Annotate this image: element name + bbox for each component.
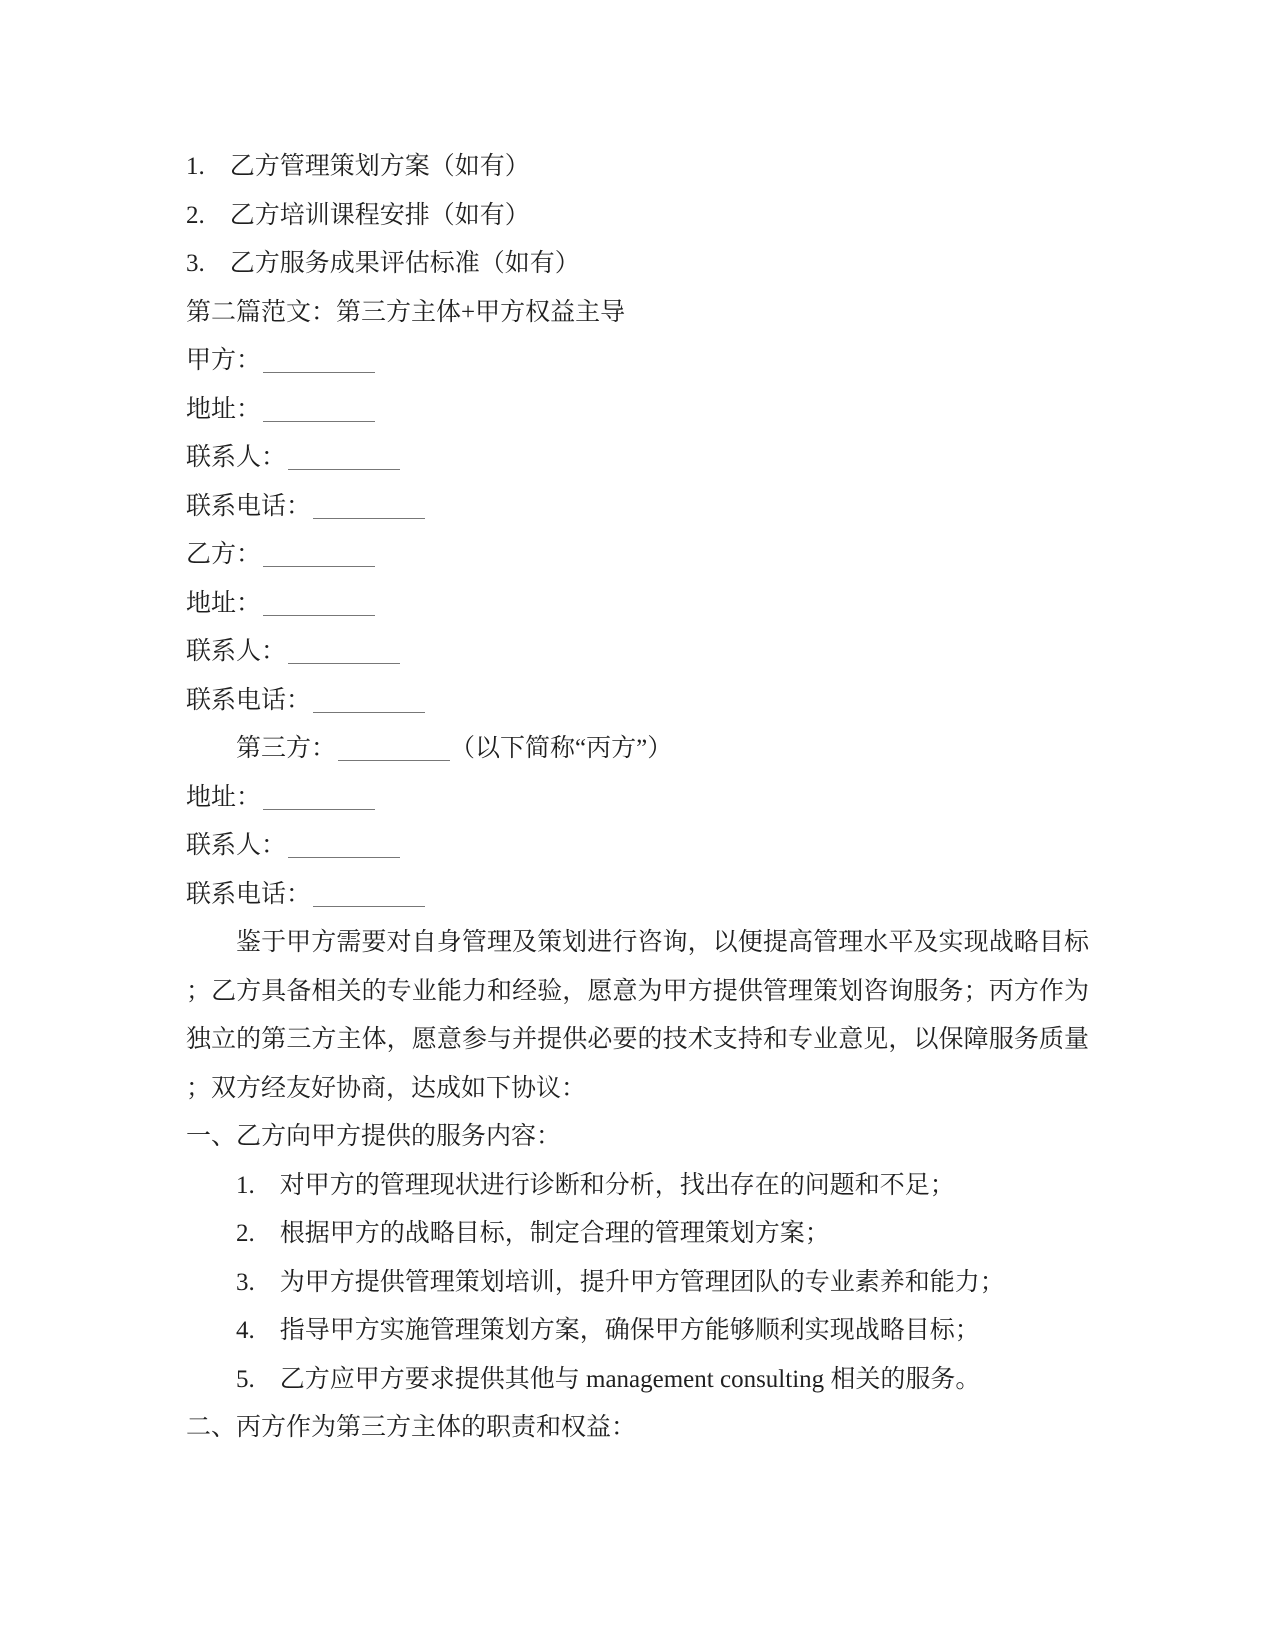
field-label: 乙方： xyxy=(186,541,262,568)
preamble-line: ；乙方具备相关的专业能力和经验，愿意为甲方提供管理策划咨询服务；丙方作为 xyxy=(186,977,1089,1005)
clause-2-heading: 二、丙方作为第三方主体的职责和权益： xyxy=(186,1414,637,1441)
blank-underline xyxy=(288,443,400,470)
attachment-list-item: 3. 乙方服务成果评估标准（如有） xyxy=(186,250,580,277)
blank-underline xyxy=(288,831,400,858)
party-c-address-line xyxy=(186,774,1089,823)
party-a-name-line xyxy=(186,337,1089,386)
blank-underline xyxy=(263,395,375,422)
service-list-item: 1. 对甲方的管理现状进行诊断和分析，找出存在的问题和不足； xyxy=(236,1171,955,1199)
service-list-item: 4. 指导甲方实施管理策划方案，确保甲方能够顺利实现战略目标； xyxy=(236,1317,980,1344)
blank-underline xyxy=(263,783,375,810)
blank-underline xyxy=(288,637,400,664)
document-heading: 第二篇范文：第三方主体+甲方权益主导 xyxy=(186,298,626,326)
field-label: 联系人： xyxy=(186,444,287,471)
blank-underline xyxy=(263,346,375,373)
preamble-line: 鉴于甲方需要对自身管理及策划进行咨询，以便提高管理水平及实现战略目标 xyxy=(236,929,1089,956)
party-a-contact-line xyxy=(186,434,1089,483)
blank-underline xyxy=(263,589,375,616)
party-b-name-line xyxy=(186,531,1089,580)
field-label: 甲方： xyxy=(186,347,262,374)
party-c-alias-suffix: （以下简称“丙方”） xyxy=(450,735,673,762)
clause-1-heading: 一、乙方向甲方提供的服务内容： xyxy=(186,1123,562,1150)
party-b-contact-line xyxy=(186,628,1089,677)
field-label: 联系人： xyxy=(186,638,287,665)
service-list-item: 3. 为甲方提供管理策划培训，提升甲方管理团队的专业素养和能力； xyxy=(236,1268,1005,1296)
preamble-line: ；双方经友好协商，达成如下协议： xyxy=(186,1074,587,1102)
blank-underline xyxy=(313,880,425,907)
field-label: 联系人： xyxy=(186,832,287,859)
service-list-item: 2. 根据甲方的战略目标，制定合理的管理策划方案； xyxy=(236,1220,830,1247)
party-b-address-line xyxy=(186,580,1089,629)
field-label: 地址： xyxy=(186,395,262,423)
blank-underline xyxy=(313,492,425,519)
field-label: 联系电话： xyxy=(186,492,312,520)
field-label: 第三方： xyxy=(236,735,337,762)
service-list-item: 5. 乙方应甲方要求提供其他与 management consulting 相关的服务。 xyxy=(236,1365,981,1393)
field-label: 联系电话： xyxy=(186,880,312,908)
party-c-contact-line xyxy=(186,822,1089,871)
party-a-phone-line xyxy=(186,483,1089,532)
party-a-address-line xyxy=(186,386,1089,435)
field-label: 联系电话： xyxy=(186,686,312,714)
attachment-list-item: 2. 乙方培训课程安排（如有） xyxy=(186,201,530,229)
party-c-phone-line xyxy=(186,871,1089,920)
party-b-phone-line xyxy=(186,677,1089,726)
field-label: 地址： xyxy=(186,783,262,811)
party-c-name-line xyxy=(186,725,1089,774)
blank-underline xyxy=(263,540,375,567)
blank-underline xyxy=(313,686,425,713)
field-label: 地址： xyxy=(186,589,262,617)
blank-underline xyxy=(338,734,450,761)
preamble-line: 独立的第三方主体，愿意参与并提供必要的技术支持和专业意见，以保障服务质量 xyxy=(186,1026,1089,1053)
attachment-list-item: 1. 乙方管理策划方案（如有） xyxy=(186,153,530,180)
